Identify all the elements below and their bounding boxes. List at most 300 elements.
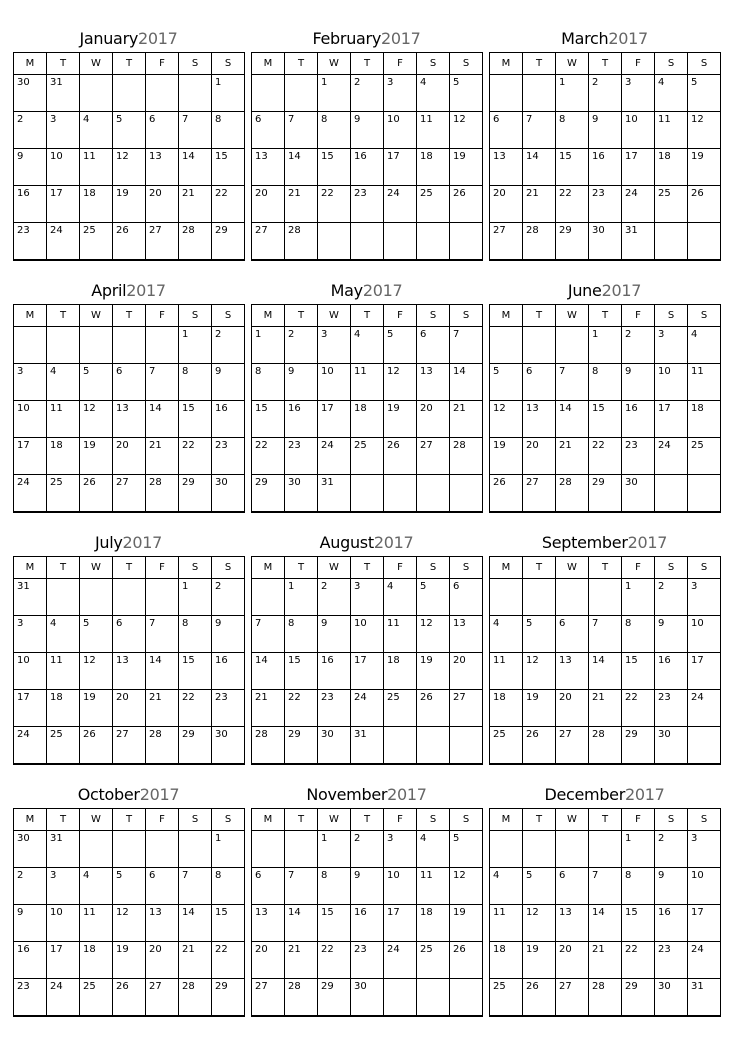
- day-number: 25: [658, 188, 671, 199]
- day-cell: [655, 475, 688, 513]
- day-number: 11: [50, 655, 63, 666]
- day-number: 5: [83, 366, 90, 377]
- week-row: [490, 979, 721, 1017]
- day-cell: [252, 75, 285, 112]
- day-number: 8: [182, 366, 189, 377]
- day-number: 9: [288, 366, 295, 377]
- day-cell: [556, 868, 589, 905]
- day-cell: [589, 727, 622, 765]
- day-number: 26: [387, 440, 400, 451]
- day-cell: [655, 364, 688, 401]
- day-number: 18: [354, 403, 367, 414]
- day-number: [490, 831, 522, 833]
- day-number: 21: [592, 944, 605, 955]
- day-cell: [655, 75, 688, 112]
- day-cell: [450, 327, 483, 364]
- day-number: 3: [625, 77, 632, 88]
- day-number: 26: [526, 729, 539, 740]
- week-row: [14, 438, 245, 475]
- day-cell: [47, 149, 80, 186]
- week-row: [490, 616, 721, 653]
- day-number: [113, 327, 145, 329]
- day-cell: [655, 112, 688, 149]
- day-number: 29: [625, 729, 638, 740]
- month-grid: [13, 304, 245, 513]
- day-number: 25: [50, 477, 63, 488]
- weekday-header: S: [655, 53, 688, 75]
- weekday-header: F: [146, 53, 179, 75]
- day-cell: [285, 223, 318, 261]
- day-cell: [146, 223, 179, 261]
- day-cell: [47, 690, 80, 727]
- day-cell: [384, 438, 417, 475]
- month-title: [251, 782, 482, 808]
- day-cell: [384, 979, 417, 1017]
- day-number: 29: [288, 729, 301, 740]
- day-number: 8: [215, 114, 222, 125]
- day-number: 22: [625, 692, 638, 703]
- day-cell: [146, 401, 179, 438]
- day-number: 23: [592, 188, 605, 199]
- day-number: [556, 579, 588, 581]
- day-cell: [318, 327, 351, 364]
- day-cell: [556, 653, 589, 690]
- day-number: 23: [17, 225, 30, 236]
- day-cell: [688, 223, 721, 261]
- day-cell: [490, 149, 523, 186]
- day-number: 9: [658, 618, 665, 629]
- month-title: [13, 26, 244, 52]
- day-number: 11: [420, 870, 433, 881]
- day-number: [589, 579, 621, 581]
- day-cell: [212, 905, 245, 942]
- week-row: [14, 475, 245, 513]
- day-number: 9: [354, 870, 361, 881]
- day-number: 12: [453, 870, 466, 881]
- day-number: 19: [116, 188, 129, 199]
- weekday-header-row: [490, 53, 721, 75]
- week-row: [490, 364, 721, 401]
- day-cell: [417, 616, 450, 653]
- day-number: 19: [493, 440, 506, 451]
- day-cell: [655, 653, 688, 690]
- day-number: 2: [592, 77, 599, 88]
- day-cell: [113, 401, 146, 438]
- day-cell: [417, 223, 450, 261]
- day-number: 21: [559, 440, 572, 451]
- day-number: 13: [493, 151, 506, 162]
- day-cell: [622, 364, 655, 401]
- week-row: [14, 75, 245, 112]
- day-number: 1: [625, 833, 632, 844]
- day-number: 5: [453, 77, 460, 88]
- day-cell: [490, 727, 523, 765]
- day-cell: [252, 616, 285, 653]
- day-cell: [688, 149, 721, 186]
- day-cell: [47, 364, 80, 401]
- day-number: 25: [493, 729, 506, 740]
- day-number: 8: [592, 366, 599, 377]
- day-cell: [113, 149, 146, 186]
- day-number: 13: [559, 907, 572, 918]
- day-cell: [14, 868, 47, 905]
- day-number: 25: [691, 440, 704, 451]
- weekday-header: T: [589, 53, 622, 75]
- day-number: 24: [691, 944, 704, 955]
- day-cell: [146, 438, 179, 475]
- day-number: 24: [354, 692, 367, 703]
- day-number: 14: [182, 151, 195, 162]
- day-cell: [655, 149, 688, 186]
- day-cell: [490, 438, 523, 475]
- day-cell: [318, 579, 351, 616]
- day-number: [450, 727, 482, 729]
- day-number: 12: [387, 366, 400, 377]
- day-cell: [589, 475, 622, 513]
- day-cell: [556, 112, 589, 149]
- day-cell: [384, 186, 417, 223]
- weekday-header: S: [179, 53, 212, 75]
- day-number: 1: [321, 833, 328, 844]
- weekday-header: M: [252, 557, 285, 579]
- day-cell: [179, 979, 212, 1017]
- day-cell: [179, 401, 212, 438]
- day-number: 8: [625, 870, 632, 881]
- day-number: 15: [592, 403, 605, 414]
- day-number: 13: [255, 907, 268, 918]
- day-number: 4: [50, 366, 57, 377]
- day-cell: [252, 942, 285, 979]
- day-cell: [417, 149, 450, 186]
- day-number: 15: [182, 403, 195, 414]
- day-cell: [688, 364, 721, 401]
- weekday-header: M: [490, 305, 523, 327]
- day-number: [490, 75, 522, 77]
- day-cell: [252, 438, 285, 475]
- month-name: September: [541, 533, 628, 552]
- day-cell: [47, 831, 80, 868]
- month-grid: [13, 52, 245, 261]
- day-cell: [622, 75, 655, 112]
- day-cell: [47, 616, 80, 653]
- week-row: [252, 438, 483, 475]
- weekday-header: W: [556, 557, 589, 579]
- day-cell: [179, 475, 212, 513]
- day-cell: [318, 186, 351, 223]
- day-cell: [351, 690, 384, 727]
- weekday-header: M: [14, 53, 47, 75]
- day-number: 7: [592, 870, 599, 881]
- day-cell: [417, 979, 450, 1017]
- day-number: 6: [255, 870, 262, 881]
- month-grid: [489, 304, 721, 513]
- day-number: 24: [387, 944, 400, 955]
- weekday-header: F: [622, 305, 655, 327]
- day-number: 27: [255, 981, 268, 992]
- day-number: 29: [321, 981, 334, 992]
- month-year: 2017: [362, 281, 403, 300]
- day-cell: [556, 327, 589, 364]
- day-number: 24: [17, 477, 30, 488]
- day-number: 14: [182, 907, 195, 918]
- day-number: 26: [691, 188, 704, 199]
- day-cell: [113, 475, 146, 513]
- day-number: 13: [420, 366, 433, 377]
- week-row: [252, 979, 483, 1017]
- day-cell: [212, 149, 245, 186]
- day-number: 22: [288, 692, 301, 703]
- day-cell: [556, 75, 589, 112]
- day-number: 9: [215, 618, 222, 629]
- day-number: 19: [116, 944, 129, 955]
- day-cell: [146, 186, 179, 223]
- day-cell: [688, 905, 721, 942]
- day-cell: [146, 831, 179, 868]
- day-cell: [179, 149, 212, 186]
- day-number: 27: [493, 225, 506, 236]
- week-row: [252, 905, 483, 942]
- day-number: 3: [17, 366, 24, 377]
- day-cell: [556, 186, 589, 223]
- weekday-header: S: [417, 305, 450, 327]
- day-number: [80, 327, 112, 329]
- day-cell: [351, 727, 384, 765]
- day-number: 17: [691, 655, 704, 666]
- day-cell: [285, 401, 318, 438]
- day-cell: [80, 149, 113, 186]
- day-cell: [318, 868, 351, 905]
- day-cell: [384, 616, 417, 653]
- day-cell: [688, 475, 721, 513]
- day-number: 4: [493, 618, 500, 629]
- day-cell: [589, 905, 622, 942]
- day-cell: [212, 727, 245, 765]
- day-number: 21: [526, 188, 539, 199]
- day-number: 10: [387, 870, 400, 881]
- day-cell: [490, 905, 523, 942]
- day-cell: [589, 438, 622, 475]
- day-cell: [113, 868, 146, 905]
- day-cell: [384, 75, 417, 112]
- day-cell: [655, 616, 688, 653]
- day-cell: [450, 579, 483, 616]
- day-cell: [351, 579, 384, 616]
- day-number: 23: [288, 440, 301, 451]
- day-cell: [318, 438, 351, 475]
- month-name: July: [94, 533, 123, 552]
- day-cell: [384, 831, 417, 868]
- day-cell: [450, 401, 483, 438]
- day-cell: [146, 979, 179, 1017]
- week-row: [252, 579, 483, 616]
- day-cell: [179, 186, 212, 223]
- day-number: 14: [526, 151, 539, 162]
- day-number: 29: [215, 225, 228, 236]
- day-number: 12: [420, 618, 433, 629]
- weekday-header-row: [14, 53, 245, 75]
- day-number: [450, 223, 482, 225]
- day-number: 19: [420, 655, 433, 666]
- day-cell: [688, 690, 721, 727]
- day-cell: [318, 727, 351, 765]
- weekday-header: T: [523, 557, 556, 579]
- day-number: 10: [354, 618, 367, 629]
- day-cell: [179, 327, 212, 364]
- day-cell: [113, 905, 146, 942]
- day-cell: [47, 653, 80, 690]
- day-cell: [556, 438, 589, 475]
- week-row: [490, 438, 721, 475]
- day-number: 26: [116, 225, 129, 236]
- day-cell: [351, 223, 384, 261]
- day-cell: [80, 186, 113, 223]
- day-number: 18: [493, 692, 506, 703]
- day-number: 19: [83, 440, 96, 451]
- day-cell: [113, 942, 146, 979]
- day-cell: [212, 475, 245, 513]
- day-cell: [351, 438, 384, 475]
- week-row: [14, 579, 245, 616]
- day-cell: [252, 149, 285, 186]
- day-number: 27: [420, 440, 433, 451]
- day-number: 7: [288, 114, 295, 125]
- day-number: 2: [215, 581, 222, 592]
- day-cell: [556, 223, 589, 261]
- day-cell: [212, 690, 245, 727]
- day-number: 2: [17, 114, 24, 125]
- day-cell: [523, 905, 556, 942]
- day-number: 29: [182, 729, 195, 740]
- week-row: [14, 616, 245, 653]
- day-number: 10: [50, 907, 63, 918]
- day-number: 5: [83, 618, 90, 629]
- day-number: 10: [321, 366, 334, 377]
- day-number: 26: [526, 981, 539, 992]
- day-number: [655, 475, 687, 477]
- day-number: 17: [50, 188, 63, 199]
- day-cell: [450, 438, 483, 475]
- week-row: [252, 75, 483, 112]
- month-title: [251, 26, 482, 52]
- day-number: 22: [215, 944, 228, 955]
- day-cell: [285, 979, 318, 1017]
- day-cell: [80, 401, 113, 438]
- day-number: 1: [592, 329, 599, 340]
- day-number: 27: [526, 477, 539, 488]
- day-cell: [80, 112, 113, 149]
- day-cell: [490, 979, 523, 1017]
- month-title: [489, 530, 720, 556]
- month-grid: [489, 52, 721, 261]
- weekday-header-row: [14, 305, 245, 327]
- day-cell: [252, 186, 285, 223]
- month-year: 2017: [122, 533, 163, 552]
- day-number: 16: [17, 188, 30, 199]
- day-number: [556, 831, 588, 833]
- week-row: [14, 186, 245, 223]
- day-number: 4: [420, 833, 427, 844]
- day-cell: [47, 979, 80, 1017]
- day-number: 24: [50, 225, 63, 236]
- weekday-header: M: [490, 557, 523, 579]
- day-number: 25: [420, 944, 433, 955]
- day-number: 20: [116, 440, 129, 451]
- weekday-header: T: [113, 53, 146, 75]
- day-number: [490, 579, 522, 581]
- day-cell: [113, 690, 146, 727]
- day-cell: [47, 579, 80, 616]
- day-cell: [351, 942, 384, 979]
- day-number: 30: [215, 477, 228, 488]
- day-number: 7: [288, 870, 295, 881]
- day-number: 29: [255, 477, 268, 488]
- day-number: 25: [354, 440, 367, 451]
- day-number: 7: [149, 618, 156, 629]
- week-row: [490, 186, 721, 223]
- day-number: [351, 223, 383, 225]
- day-cell: [351, 475, 384, 513]
- day-cell: [285, 186, 318, 223]
- day-number: 30: [215, 729, 228, 740]
- day-cell: [146, 364, 179, 401]
- month-grid: [251, 52, 483, 261]
- weekday-header-row: [252, 809, 483, 831]
- weekday-header-row: [490, 557, 721, 579]
- day-number: 2: [17, 870, 24, 881]
- day-number: 4: [354, 329, 361, 340]
- day-number: 3: [50, 870, 57, 881]
- day-number: 30: [288, 477, 301, 488]
- day-cell: [523, 401, 556, 438]
- day-number: 6: [255, 114, 262, 125]
- week-row: [14, 942, 245, 979]
- day-cell: [622, 868, 655, 905]
- day-cell: [212, 653, 245, 690]
- day-number: 7: [182, 870, 189, 881]
- day-number: 20: [116, 692, 129, 703]
- day-cell: [490, 327, 523, 364]
- day-cell: [622, 727, 655, 765]
- day-cell: [523, 653, 556, 690]
- day-cell: [655, 327, 688, 364]
- day-number: 2: [354, 77, 361, 88]
- day-number: 22: [215, 188, 228, 199]
- weekday-header: S: [450, 305, 483, 327]
- day-cell: [14, 149, 47, 186]
- day-cell: [146, 75, 179, 112]
- day-number: 18: [50, 692, 63, 703]
- week-row: [14, 401, 245, 438]
- weekday-header: W: [318, 809, 351, 831]
- day-cell: [688, 942, 721, 979]
- day-cell: [523, 727, 556, 765]
- day-cell: [113, 223, 146, 261]
- day-number: 16: [354, 907, 367, 918]
- day-cell: [146, 942, 179, 979]
- day-cell: [450, 75, 483, 112]
- day-number: 14: [453, 366, 466, 377]
- day-number: 17: [17, 440, 30, 451]
- day-number: 28: [182, 225, 195, 236]
- month-name: October: [77, 785, 140, 804]
- day-cell: [523, 75, 556, 112]
- week-row: [252, 653, 483, 690]
- day-number: [523, 831, 555, 833]
- day-number: 8: [182, 618, 189, 629]
- day-number: 7: [149, 366, 156, 377]
- day-number: 17: [387, 907, 400, 918]
- day-cell: [384, 364, 417, 401]
